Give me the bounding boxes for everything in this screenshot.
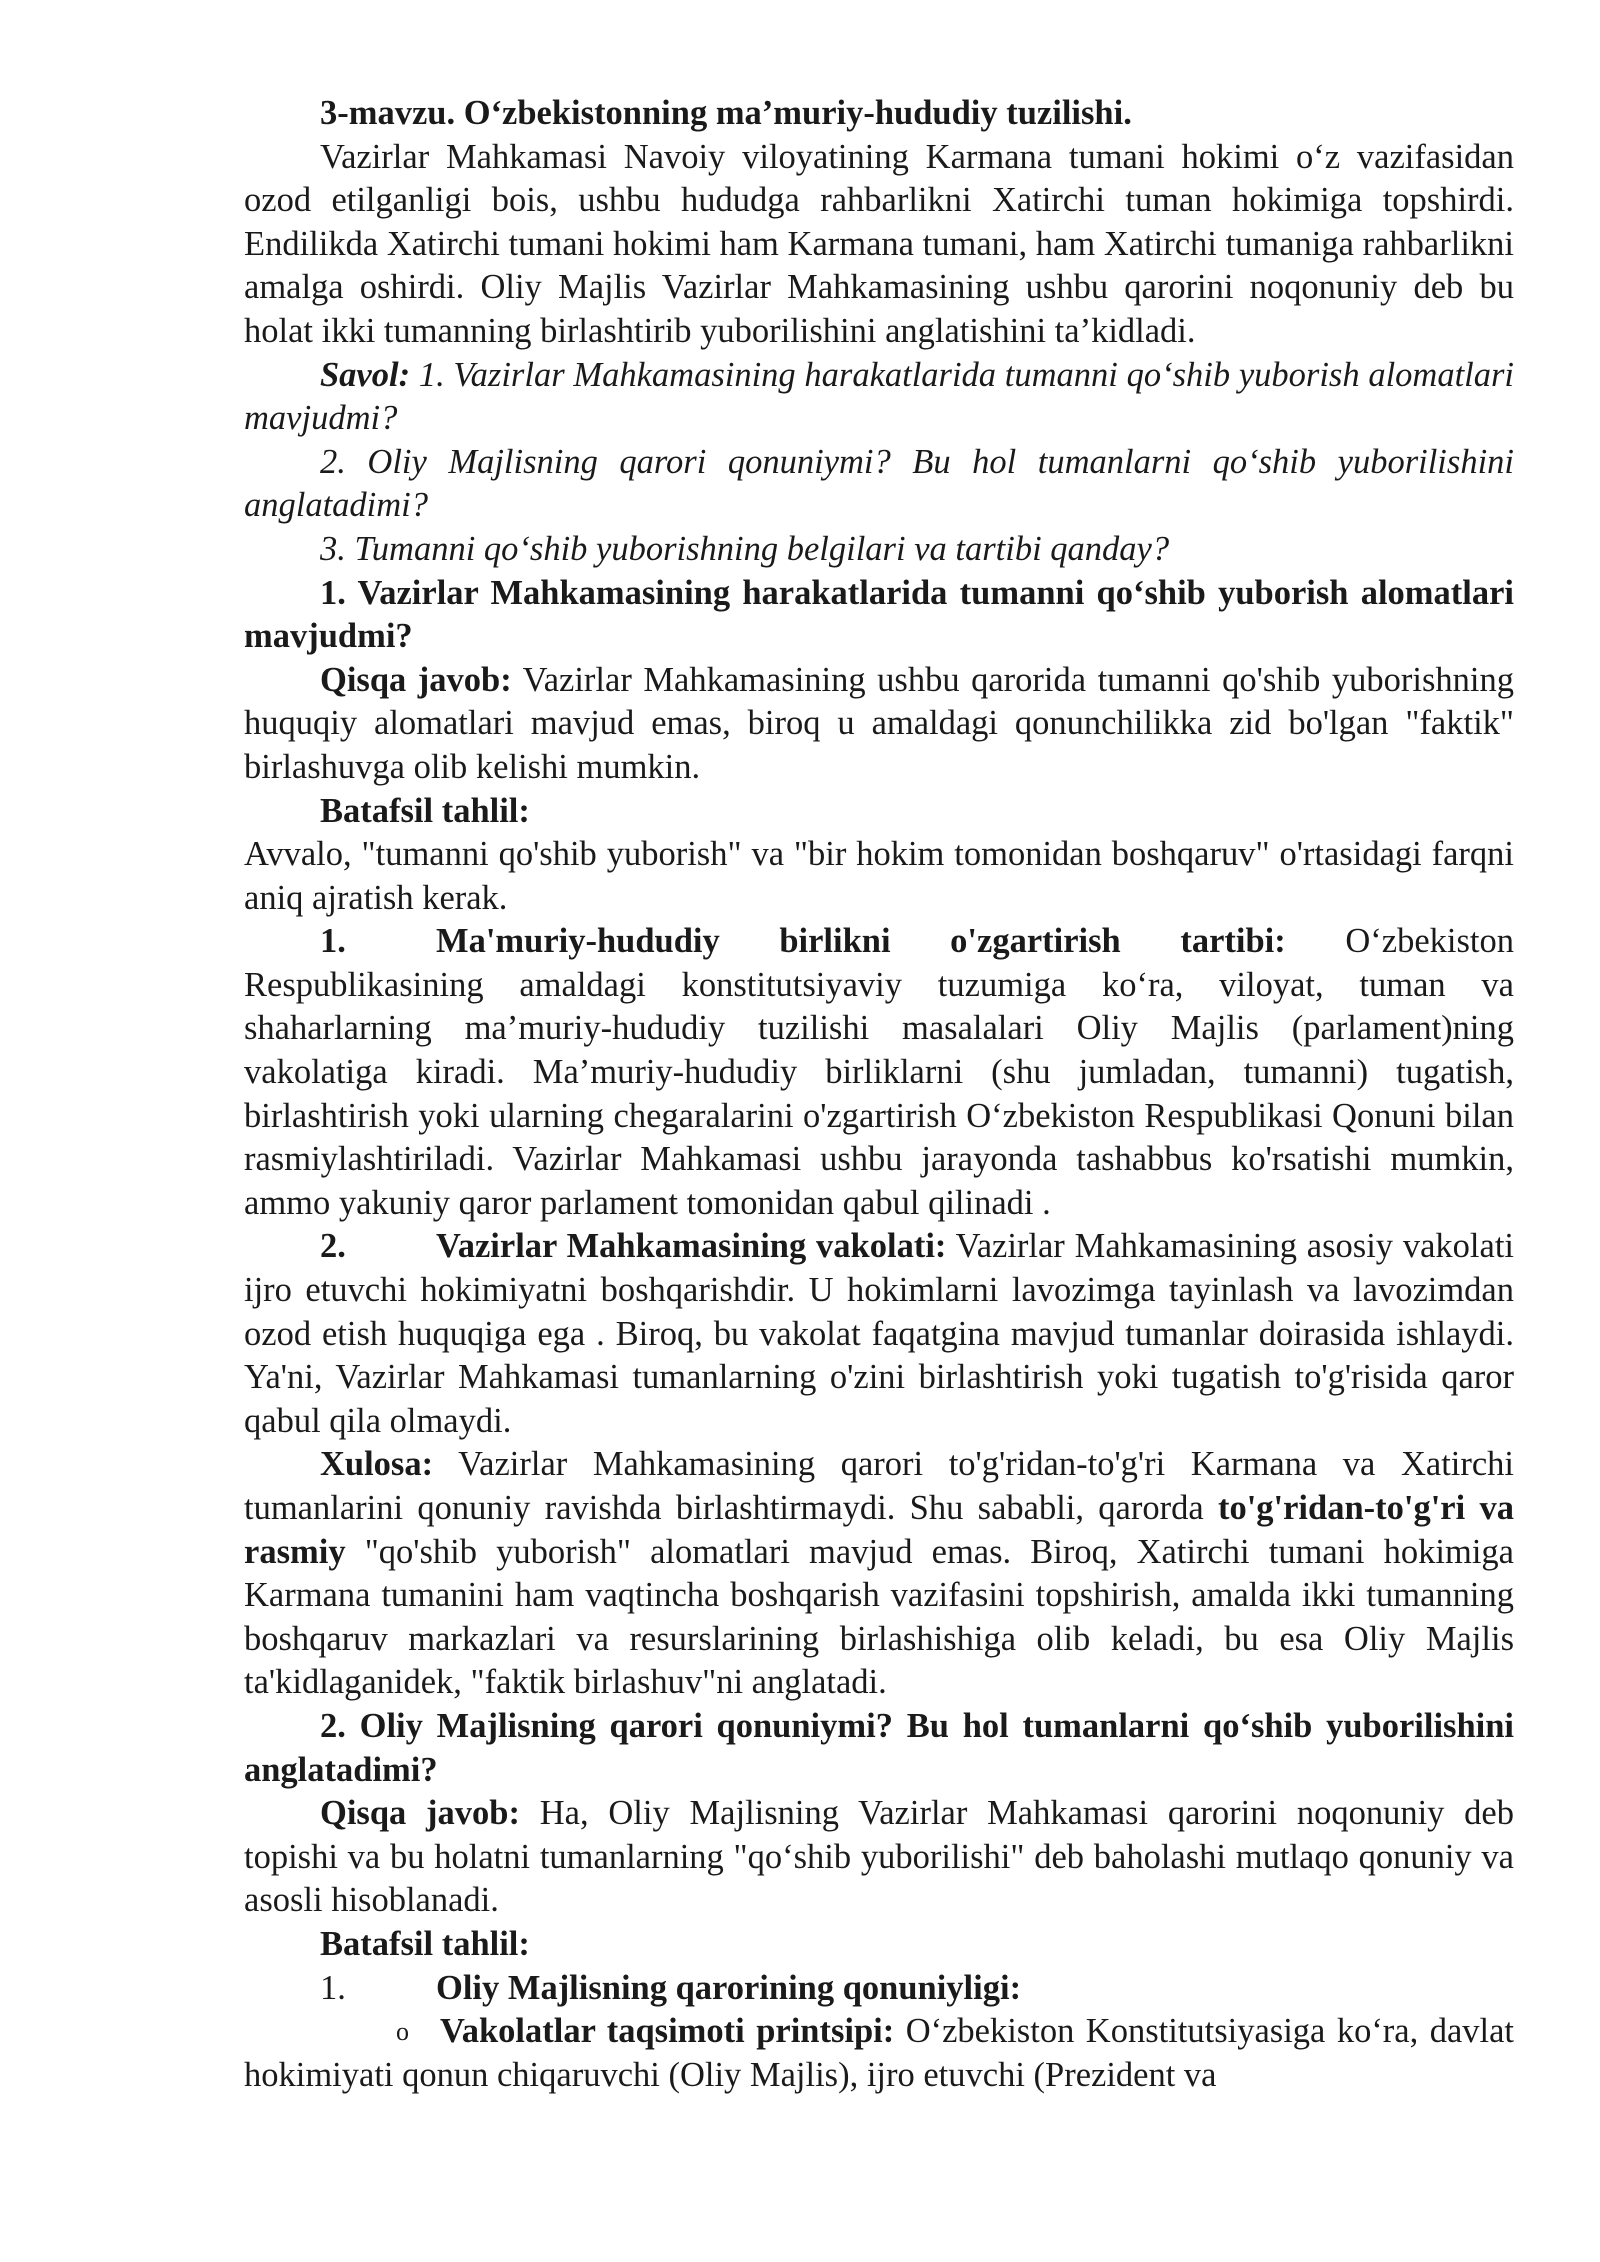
question-label: Savol: xyxy=(320,355,411,394)
section-1-detail-label: Batafsil tahlil: xyxy=(320,791,530,830)
section-2-detail-label: Batafsil tahlil: xyxy=(320,1924,530,1963)
section-1-intro: Avvalo, "tumanni qo'shib yuborish" va "bir hokim tomonidan boshqaruv" o'rtasidagi farqni aniq ajratish kerak. xyxy=(244,835,1514,917)
short-answer-label: Qisqa javob: xyxy=(320,1794,520,1833)
section-2-heading: 2. Oliy Majlisning qarori qonuniymi? Bu hol tumanlarni qo‘shib yuborilishini anglatadimi? xyxy=(244,1706,1514,1789)
bullet-marker: o xyxy=(396,2017,409,2047)
bullet-label: Vakolatlar taqsimoti printsipi: xyxy=(440,2012,895,2051)
item-label: Oliy Majlisning qarorining qonuniyligi: xyxy=(436,1968,1022,2007)
topic-title: 3-mavzu. O‘zbekistonning ma’muriy-hududiy tuzilishi. xyxy=(320,94,1132,132)
item-number: 1. xyxy=(320,922,346,961)
item-label: Ma'muriy-hududiy birlikni o'zgartirish tartibi: xyxy=(436,922,1286,961)
section-2-item-1 xyxy=(244,1967,1514,2011)
section-2-bullet-1 xyxy=(244,2010,1514,2097)
conclusion-text-b: "qo'shib yuborish" alomatlari mavjud emas. Biroq, Xatirchi tumani hokimiga Karmana tumanini ham vaqtincha boshqarish vazifasini topshirish, amalda ikki tumanning boshqaruv markazlari va resurslarining birlashishiga olib keladi, bu esa Oliy Majlis ta'kidlaganidek, "faktik birlashuv"ni anglatadi. xyxy=(244,1532,1514,1702)
short-answer-label: Qisqa javob: xyxy=(320,660,512,699)
bullet-text: O‘zbekiston Konstitutsiyasiga ko‘ra, davlat hokimiyati qonun chiqaruvchi (Oliy Majlis), ijro etuvchi (Prezident va xyxy=(244,2012,1514,2094)
short-answer-text: Vazirlar Mahkamasining ushbu qarorida tumanni qo'shib yuborishning huquqiy alomatlari mavjud emas, biroq u amaldagi qonunchilikka zid bo'lgan "faktik" birlashuvga olib kelishi mumkin. xyxy=(244,660,1514,786)
section-1-heading: 1. Vazirlar Mahkamasining harakatlarida tumanni qo‘shib yuborish alomatlari mavjudmi? xyxy=(244,573,1514,656)
item-text: O‘zbekiston Respublikasining amaldagi konstitutsiyaviy tuzumiga ko‘ra, viloyat, tuman va shaharlarning ma’muriy-hududiy tuzilishi masalalari Oliy Majlis (parlament)ning vakolatiga kiradi. Ma’muriy-hududiy birliklarni (shu jumladan, tumanni) tugatish, birlashtirish yoki ularning chegaralarini o'zgartirish O‘zbekiston Respublikasi Qonuni bilan rasmiylashtiriladi. Vazirlar Mahkamasi ushbu jarayonda tashabbus ko'rsatishi mumkin, ammo yakuniy qaror parlament tomonidan qabul qilinadi . xyxy=(244,922,1514,1222)
section-1-item-1 xyxy=(244,920,1514,1225)
conclusion-label: Xulosa: xyxy=(320,1445,434,1484)
section-1-short-answer xyxy=(244,659,1514,790)
section-2-short-answer xyxy=(244,1792,1514,1923)
short-answer-text: Ha, Oliy Majlisning Vazirlar Mahkamasi qarorini noqonuniy deb topishi va bu holatni tumanlarning "qo‘shib yuborilishi" deb baholashi mutlaqo qonuniy va asosli hisoblanadi. xyxy=(244,1794,1514,1920)
section-1-item-2 xyxy=(244,1225,1514,1443)
case-text: Vazirlar Mahkamasi Navoiy viloyatining Karmana tumani hokimi o‘z vazifasidan ozod etilganligi bois, ushbu hududga rahbarlikni Xatirchi tuman hokimiga topshirdi. Endilikda Xatirchi tumani hokimi ham Karmana tumani, ham Xatirchi tumaniga rahbarlikni amalga oshirdi. Oliy Majlis Vazirlar Mahkamasining ushbu qarorini noqonuniy deb bu holat ikki tumanning birlashtirib yuborilishini anglatishini ta’kidladi. xyxy=(244,137,1514,350)
conclusion-text-a: Vazirlar Mahkamasining qarori to'g'ridan-to'g'ri Karmana va Xatirchi tumanlarini qonuniy ravishda birlashtirmaydi. Shu sababli, qarorda xyxy=(244,1445,1514,1527)
item-number: 1. xyxy=(320,1968,346,2007)
question-1 xyxy=(244,354,1514,441)
conclusion-bold: to'g'ridan-to'g'ri va rasmiy xyxy=(244,1489,1514,1571)
question-3: 3. Tumanni qo‘shib yuborishning belgilari va tartibi qanday? xyxy=(320,529,1170,568)
item-number: 2. xyxy=(320,1227,346,1266)
question-2: 2. Oliy Majlisning qarori qonuniymi? Bu hol tumanlarni qo‘shib yuborilishini anglatadimi? xyxy=(244,442,1514,525)
question-1-text: 1. Vazirlar Mahkamasining harakatlarida tumanni qo‘shib yuborish alomatlari mavjudmi? xyxy=(244,355,1514,438)
item-text: Vazirlar Mahkamasining asosiy vakolati ijro etuvchi hokimiyatni boshqarishdir. U hokimlarni lavozimga tayinlash va lavozimdan ozod etish huquqiga ega . Biroq, bu vakolat faqatgina mavjud tumanlar doirasida ishlaydi. Ya'ni, Vazirlar Mahkamasi tumanlarning o'zini birlashtirish yoki tugatish to'g'risida qaror qabul qila olmaydi. xyxy=(244,1227,1515,1440)
document-page xyxy=(244,92,1514,2097)
section-1-conclusion xyxy=(244,1443,1514,1705)
item-label: Vazirlar Mahkamasining vakolati: xyxy=(436,1227,947,1266)
